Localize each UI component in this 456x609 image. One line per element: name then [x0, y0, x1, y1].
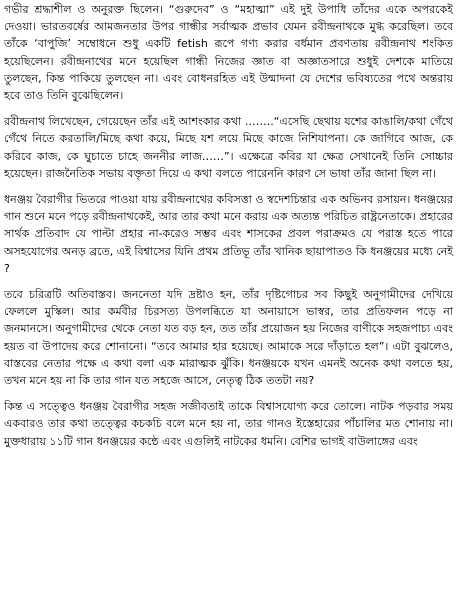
paragraph-5: কিন্ত এ সত্ত্বেও ধনঞ্জয় বৈরাগীর সহজ সজীবতাই তাকে বিশ্বাসযোগ্য করে তোলে। নাটক পড়বার সময় একবারও তার কথা তত্ত্বের কচকচি বলে মনে হয় না, তার গানও ইস্তেহারের পাঁচালির মত শোনায় না। মুক্তধারায় ১১টি গান ধনঞ্জয়ের কন্ঠে এবং এগুলিই নাটকের ধমনি। বেশির ভাগই বাউলাঙ্গের এবং: [4, 400, 453, 448]
paragraph-2: রবীন্দ্রনাথ লিখেছেন, গেয়েছেন তাঁর এই আশংকার কথা ……..“এসেছি ছেথায় যশের কাঙালি/কথা গেঁথে গেঁথে নিতে করতালি/মিছে কথা কয়ে, মিছে যশ লয়ে মিছে কাজে নিশিযাপনা। কে জাগিবে আজ, কে করিবে কাজ, কে ঘুচাতে চাহে জননীর লাজ……”। এক্ষেত্রে কবির যা ক্ষেত্র সেখানেই তিনি সোচ্চার হয়েছেন। রাজনৈতিক সভায় বক্তৃতা দিয়ে এ কথা বলতে পারেননি কারণ সে ভাষা তাঁর জানা ছিল না।: [4, 115, 453, 180]
paragraph-3: ধনঞ্জয় বৈরাগীর ভিতরে পাওয়া যায় রবীন্দ্রনাথের কবিসত্তা ও স্বদেশচিন্তার এক অভিনব রসায়ন। ধনঞ্জয়ের গান শুনে মনে পড়ে রবীন্দ্রনাথকেই, আর তার কথা মনে করায় এক অত্যন্ত পরিচিত রাষ্ট্রনেতাকে। প্রহারের সার্থক প্রতিবাদ যে পাল্টা প্রহার না-করেও সম্ভব এবং শাসকের প্রবল পরাক্রমও যে পরাস্ত হতে পারে অসহযোগের অনড় ব্রতে, এই বিশ্বাসের যিনি প্রথম প্রতিভূ তাঁর খানিক ছায়াপাতও কি ধনঞ্জয়ের মধ্যে নেই ?: [4, 193, 453, 275]
paragraph-4: তবে চরিত্রটি অতিবাস্তব। জননেতা যদি দ্রষ্টাও হন, তাঁর দৃষ্টিগোচর সব কিছুই অনুগামীদের দেখিয়ে ফেললে মুস্কিল। আর কর্মবীর চিরসত্য উপলব্ধিতে যা অনায়াসে ভাস্বর, তার প্রতিফলন পড়ে না জনমানসে। অনুগামীদের থেকে নেতা যত বড় হন, তত তাঁর প্রয়োজন হয় নিজের বাণীকে সহজপাচ্য এবং হয়ত বা উপাদেয় করে শোনানো। “তবে আমার হার হয়েছে। আমাকে সরে দাঁড়াতে হল”। এটা বুঝলেও, বাস্তবের নেতার পক্ষে এ কথা বলা এক মারাত্মক ঝুঁকি। ধনঞ্জয়কে যখন এমনই অনেক কথা বলতে হয়, তখন মনে হয় না কি তার গান যত সহজে আসে, নেতৃত্ব ঠিক ততটা নয়?: [4, 288, 453, 388]
paragraph-1: গভীর শ্রদ্ধাশীল ও অনুরক্ত ছিলেন। “গুরুদেব” ও “মহাত্মা” এই দুই উপাধি তাঁদের একে অপরকেই দেওয়া। ভারতবর্ষের আমজনতার উপর গান্ধীর সর্বাত্মক প্রভাব যেমন রবীন্দ্রনাথকে মুগ্ধ করেছিল। তবে তাঁকে ‘বাপুজি’ সম্বোধনে শুধু একটি fetish রূপে গণ্য করার বর্ধমান প্রবণতায় রবীন্দ্রনাথ শংকিত হয়েছিলেন। রবীন্দ্রনাথের মনে হয়েছিল গান্ধী নিজের জ্ঞাত বা অজ্ঞাতসারে শুধুই দেশকে মাতিয়ে তুলছেন, কিন্ত পাকিয়ে তুলছেন না। এবং বোধনরহিত এই উন্মাদনা যে দেশের ভবিষ্যতের পথে অন্তরায় হবে তাও তিনি বুঝেছিলেন।: [4, 3, 453, 103]
